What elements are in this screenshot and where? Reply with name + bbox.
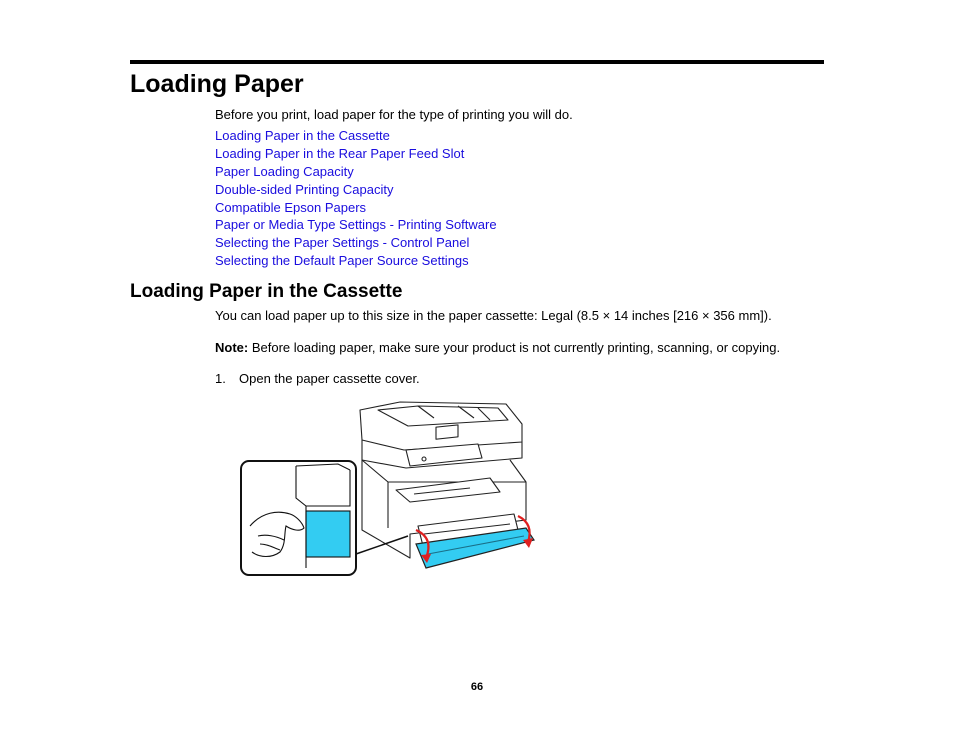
note-text: Before loading paper, make sure your product is not currently printing, scanning, or copying. bbox=[248, 340, 781, 355]
page-number: 66 bbox=[470, 681, 484, 693]
link-item bbox=[215, 234, 497, 252]
callout-line bbox=[356, 536, 408, 554]
link-compatible-papers[interactable]: Compatible Epson Papers bbox=[215, 199, 367, 215]
link-item bbox=[215, 163, 497, 181]
inset-cassette-cover bbox=[306, 511, 350, 557]
section-heading: Loading Paper in the Cassette bbox=[130, 281, 403, 302]
step-text: Open the paper cassette cover. bbox=[239, 371, 420, 386]
inset-detail bbox=[241, 461, 356, 575]
topic-links bbox=[215, 127, 497, 270]
heading-rule bbox=[130, 60, 824, 64]
step-number: 1. bbox=[215, 371, 226, 386]
link-paper-loading-capacity[interactable]: Paper Loading Capacity bbox=[215, 163, 354, 179]
note-label: Note: bbox=[215, 340, 249, 355]
section-paragraph: You can load paper up to this size in the paper cassette: Legal (8.5 × 14 inches [216 × 356 mm]). bbox=[215, 308, 772, 323]
link-media-type-software[interactable]: Paper or Media Type Settings - Printing Software bbox=[215, 217, 497, 233]
link-item bbox=[215, 127, 497, 145]
link-item bbox=[215, 252, 497, 270]
link-double-sided-capacity[interactable]: Double-sided Printing Capacity bbox=[215, 181, 394, 197]
intro-text: Before you print, load paper for the type of printing you will do. bbox=[215, 107, 573, 122]
link-default-paper-source[interactable]: Selecting the Default Paper Source Settings bbox=[215, 253, 469, 269]
link-rear-paper-feed[interactable]: Loading Paper in the Rear Paper Feed Slot bbox=[215, 145, 465, 161]
link-item bbox=[215, 181, 497, 199]
printer-cassette-illustration bbox=[238, 398, 538, 578]
note bbox=[215, 340, 780, 356]
link-item bbox=[215, 145, 497, 163]
link-loading-paper-cassette[interactable]: Loading Paper in the Cassette bbox=[215, 128, 390, 143]
link-paper-settings-panel[interactable]: Selecting the Paper Settings - Control Panel bbox=[215, 235, 470, 251]
link-item bbox=[215, 216, 497, 234]
page-title: Loading Paper bbox=[130, 70, 304, 98]
link-item bbox=[215, 199, 497, 217]
step-1 bbox=[215, 371, 420, 387]
